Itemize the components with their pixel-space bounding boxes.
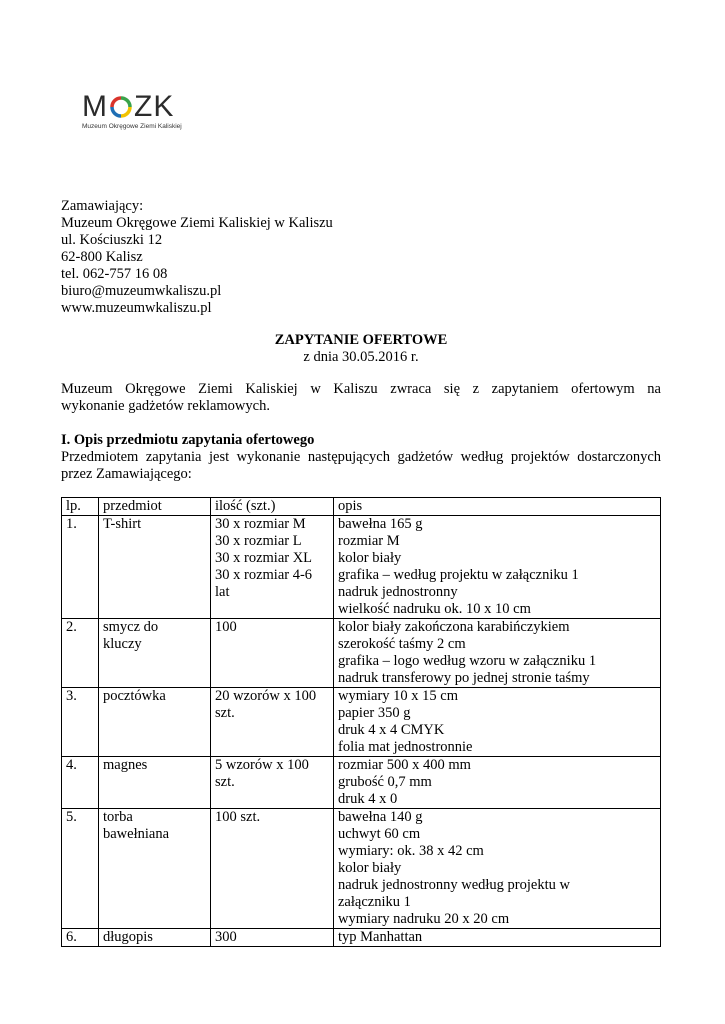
table-row: [62, 516, 661, 619]
items-table: [61, 497, 661, 947]
cell-line: kolor biały: [338, 550, 402, 566]
cell-qty: [211, 619, 334, 688]
cell-line: kluczy: [103, 636, 142, 652]
cell-qty: [211, 757, 334, 809]
cell-line: nadruk jednostronny według projektu w: [338, 877, 570, 893]
cell-desc: [334, 516, 661, 619]
address-line: www.muzeumwkaliszu.pl: [61, 300, 212, 316]
cell-line: szt.: [215, 774, 235, 790]
cell-lp: 2.: [62, 619, 99, 688]
cell-line: 30 x rozmiar M: [215, 516, 306, 532]
logo-ring-icon: [110, 96, 132, 118]
cell-line: folia mat jednostronnie: [338, 739, 473, 755]
document-date: z dnia 30.05.2016 r.: [303, 349, 419, 365]
cell-line: T-shirt: [103, 516, 142, 532]
cell-line: nadruk transferowy po jednej stronie taśmy: [338, 670, 590, 686]
cell-lp: 4.: [62, 757, 99, 809]
cell-item: [99, 516, 211, 619]
logo-wordmark: [82, 92, 222, 122]
cell-line: wymiary 10 x 15 cm: [338, 688, 459, 704]
cell-line: grubość 0,7 mm: [338, 774, 432, 790]
cell-line: lat: [215, 584, 230, 600]
cell-line: magnes: [103, 757, 148, 773]
table-row: [62, 809, 661, 929]
cell-line: wymiary nadruku 20 x 20 cm: [338, 911, 510, 927]
cell-qty: [211, 809, 334, 929]
cell-line: 100 szt.: [215, 809, 261, 825]
cell-item: [99, 929, 211, 947]
table-row: [62, 688, 661, 757]
cell-item: [99, 688, 211, 757]
cell-line: grafika – logo według wzoru w załączniku 1: [338, 653, 597, 669]
cell-line: 30 x rozmiar XL: [215, 550, 313, 566]
cell-line: papier 350 g: [338, 705, 411, 721]
cell-line: typ Manhattan: [338, 929, 423, 945]
address-line: biuro@muzeumwkaliszu.pl: [61, 283, 222, 299]
cell-desc: [334, 688, 661, 757]
cell-lp: 6.: [62, 929, 99, 947]
cell-desc: [334, 757, 661, 809]
cell-line: wymiary: ok. 38 x 42 cm: [338, 843, 484, 859]
cell-line: bawełna 165 g: [338, 516, 423, 532]
column-header-item: przedmiot: [99, 498, 211, 516]
cell-line: wielkość nadruku ok. 10 x 10 cm: [338, 601, 531, 617]
cell-line: smycz do: [103, 619, 159, 635]
section-line: Przedmiotem zapytania jest wykonanie następujących gadżetów według projektów dostarczonych: [61, 449, 661, 465]
cell-line: druk 4 x 4 CMYK: [338, 722, 445, 738]
cell-line: bawełniana: [103, 826, 170, 842]
museum-logo: [82, 92, 222, 142]
cell-line: kolor biały zakończona karabińczykiem: [338, 619, 570, 635]
cell-qty: [211, 516, 334, 619]
cell-line: pocztówka: [103, 688, 166, 704]
table-header-row: [62, 498, 661, 516]
cell-line: uchwyt 60 cm: [338, 826, 421, 842]
cell-item: [99, 809, 211, 929]
section-paragraph: [61, 449, 661, 483]
cell-line: długopis: [103, 929, 153, 945]
table-row: [62, 757, 661, 809]
cell-lp: 5.: [62, 809, 99, 929]
section-line: przez Zamawiającego:: [61, 466, 192, 482]
cell-line: 20 wzorów x 100: [215, 688, 317, 704]
document-heading: [61, 332, 661, 366]
intro-line: wykonanie gadżetów reklamowych.: [61, 398, 270, 414]
cell-line: załączniku 1: [338, 894, 411, 910]
cell-line: nadruk jednostronny: [338, 584, 458, 600]
cell-line: 30 x rozmiar L: [215, 533, 302, 549]
column-header-desc: opis: [334, 498, 661, 516]
cell-line: kolor biały: [338, 860, 402, 876]
document-title: ZAPYTANIE OFERTOWE: [274, 332, 448, 348]
contracting-party-address: [61, 198, 661, 317]
cell-line: 300: [215, 929, 237, 945]
cell-item: [99, 619, 211, 688]
intro-line: Muzeum Okręgowe Ziemi Kaliskiej w Kaliszu zwraca się z zapytaniem ofertowym na: [61, 381, 661, 397]
cell-desc: [334, 619, 661, 688]
cell-item: [99, 757, 211, 809]
table-row: [62, 619, 661, 688]
cell-line: druk 4 x 0: [338, 791, 398, 807]
logo-tagline: Muzeum Okręgowe Ziemi Kaliskiej: [82, 123, 182, 130]
cell-line: rozmiar 500 x 400 mm: [338, 757, 471, 773]
section-title: I. Opis przedmiotu zapytania ofertowego: [61, 432, 315, 448]
cell-desc: [334, 809, 661, 929]
address-line: tel. 062-757 16 08: [61, 266, 168, 282]
address-line: ul. Kościuszki 12: [61, 232, 163, 248]
intro-paragraph: [61, 381, 661, 415]
column-header-qty: ilość (szt.): [211, 498, 334, 516]
cell-line: 5 wzorów x 100: [215, 757, 309, 773]
logo-letters-zk: ZK: [134, 90, 175, 123]
cell-line: torba: [103, 809, 133, 825]
logo-letter-m: M: [82, 90, 108, 123]
column-header-lp: lp.: [62, 498, 99, 516]
cell-qty: [211, 688, 334, 757]
table-row: [62, 929, 661, 947]
address-line: Zamawiający:: [61, 198, 144, 214]
cell-lp: 1.: [62, 516, 99, 619]
cell-line: szerokość taśmy 2 cm: [338, 636, 466, 652]
cell-line: 30 x rozmiar 4-6: [215, 567, 313, 583]
cell-line: bawełna 140 g: [338, 809, 423, 825]
cell-line: rozmiar M: [338, 533, 400, 549]
cell-lp: 3.: [62, 688, 99, 757]
cell-line: 100: [215, 619, 237, 635]
address-line: Muzeum Okręgowe Ziemi Kaliskiej w Kaliszu: [61, 215, 333, 231]
cell-line: grafika – według projektu w załączniku 1: [338, 567, 579, 583]
address-line: 62-800 Kalisz: [61, 249, 143, 265]
cell-line: szt.: [215, 705, 235, 721]
cell-desc: [334, 929, 661, 947]
cell-qty: [211, 929, 334, 947]
